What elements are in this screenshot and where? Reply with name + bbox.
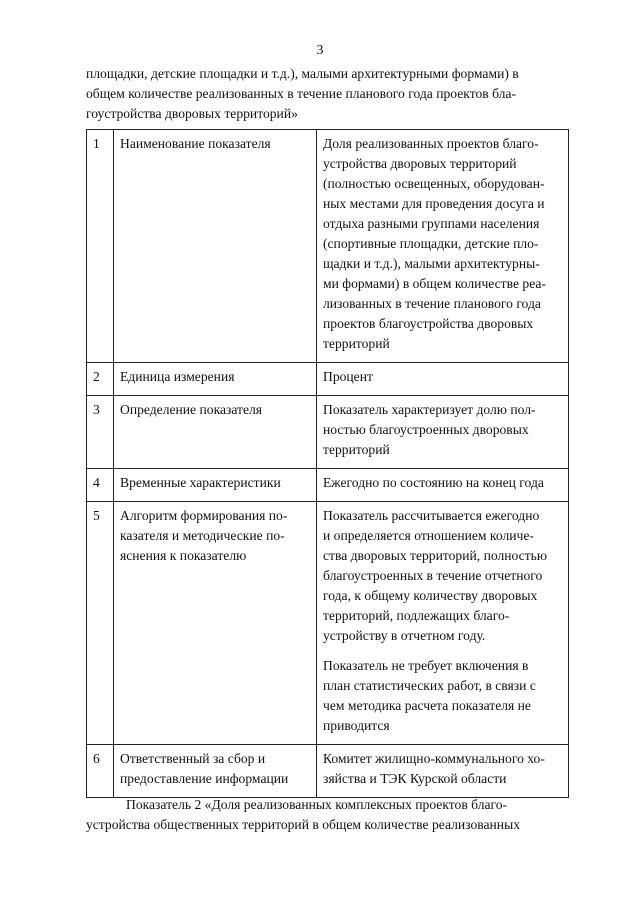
table-row (87, 130, 569, 363)
table-row (87, 745, 569, 798)
indicator-value-line: приводится (323, 718, 390, 733)
indicator-name-line: казателя и методические по- (120, 528, 285, 543)
indicator-value-line: ми формами) в общем количестве реа- (323, 276, 546, 291)
indicator-name-cell (114, 745, 317, 798)
indicator-table (86, 129, 569, 798)
indicator-value-line: зяйства и ТЭК Курской области (323, 771, 507, 786)
indicator-value-line: территорий, подлежащих благо- (323, 608, 510, 623)
indicator-name-line: яснения к показателю (120, 548, 247, 563)
indicator-value-line: ных местами для проведения досуга и (323, 196, 545, 211)
indicator-name-line: Единица измерения (120, 369, 235, 384)
table-row (87, 363, 569, 396)
indicator-value-line: Комитет жилищно-коммунального хо- (323, 751, 545, 766)
indicator-value-cell (317, 130, 569, 363)
row-number-cell: 2 (87, 363, 114, 396)
table-row (87, 396, 569, 469)
indicator-value-line: ства дворовых территорий, полностью (323, 548, 547, 563)
indicator-value-cell (317, 363, 569, 396)
indicator-name-cell (114, 363, 317, 396)
indicator-value-line: Показатель рассчитывается ежегодно (323, 508, 540, 523)
indicator-value-line: устройству в отчетном году. (323, 628, 486, 643)
intro-paragraph (86, 64, 568, 124)
indicator-value-line: Доля реализованных проектов благо- (323, 136, 539, 151)
indicator-name-line: Наименование показателя (120, 136, 271, 151)
indicator-value-line: (спортивные площадки, детские пло- (323, 236, 539, 251)
indicator-value-line: благоустроенных в течение отчетного (323, 568, 543, 583)
indicator-name-line: Определение показателя (120, 402, 263, 417)
row-number-cell: 4 (87, 469, 114, 502)
indicator-value-line: отдыха разными группами населения (323, 216, 540, 231)
row-number-cell: 1 (87, 130, 114, 363)
indicator-value-line: план статистических работ, в связи с (323, 678, 536, 693)
indicator-value-line: года, к общему количеству дворовых (323, 588, 538, 603)
indicator-name-cell (114, 502, 317, 745)
footer-paragraph (86, 795, 568, 835)
indicator-value-line: устройства дворовых территорий (323, 156, 517, 171)
indicator-value-cell (317, 396, 569, 469)
row-number-cell: 5 (87, 502, 114, 745)
indicator-value-line: проектов благоустройства дворовых (323, 316, 534, 331)
indicator-value-line: щадки и т.д.), малыми архитектурны- (323, 256, 540, 271)
footer-line: устройства общественных территорий в общем количестве реализованных (86, 817, 520, 832)
indicator-value-line: Ежегодно по состоянию на конец года (323, 475, 544, 490)
row-number-cell: 6 (87, 745, 114, 798)
indicator-value-cell (317, 745, 569, 798)
indicator-value-cell (317, 502, 569, 745)
intro-line: общем количестве реализованных в течение планового года проектов бла- (86, 86, 517, 101)
indicator-name-line: предоставление информации (120, 771, 289, 786)
row-number-cell: 3 (87, 396, 114, 469)
paragraph-gap (323, 646, 562, 656)
indicator-name-line: Временные характеристики (120, 475, 281, 490)
indicator-value-line: чем методика расчета показателя не (323, 698, 531, 713)
indicator-value-line: Показатель характеризует долю пол- (323, 402, 536, 417)
indicator-name-cell (114, 130, 317, 363)
indicator-name-cell (114, 469, 317, 502)
intro-line: площадки, детские площадки и т.д.), малыми архитектурными формами) в (86, 66, 519, 81)
indicator-value-cell (317, 469, 569, 502)
indicator-value-line: территорий (323, 442, 390, 457)
indicator-value-line: Показатель не требует включения в (323, 658, 529, 673)
indicator-value-line: (полностью освещенных, оборудован- (323, 176, 545, 191)
indicator-name-cell (114, 396, 317, 469)
indicator-value-line: ностью благоустроенных дворовых (323, 422, 529, 437)
indicator-name-line: Алгоритм формирования по- (120, 508, 288, 523)
footer-line: Показатель 2 «Доля реализованных комплексных проектов благо- (126, 797, 508, 812)
table-row (87, 469, 569, 502)
indicator-value-line: территорий (323, 336, 390, 351)
page-number: 3 (316, 42, 324, 57)
indicator-value-line: Процент (323, 369, 373, 384)
indicator-value-line: лизованных в течение планового года (323, 296, 541, 311)
intro-line: гоустройства дворовых территорий» (86, 106, 298, 121)
table-row (87, 502, 569, 745)
indicator-value-line: и определяется отношением количе- (323, 528, 534, 543)
indicator-name-line: Ответственный за сбор и (120, 751, 266, 766)
